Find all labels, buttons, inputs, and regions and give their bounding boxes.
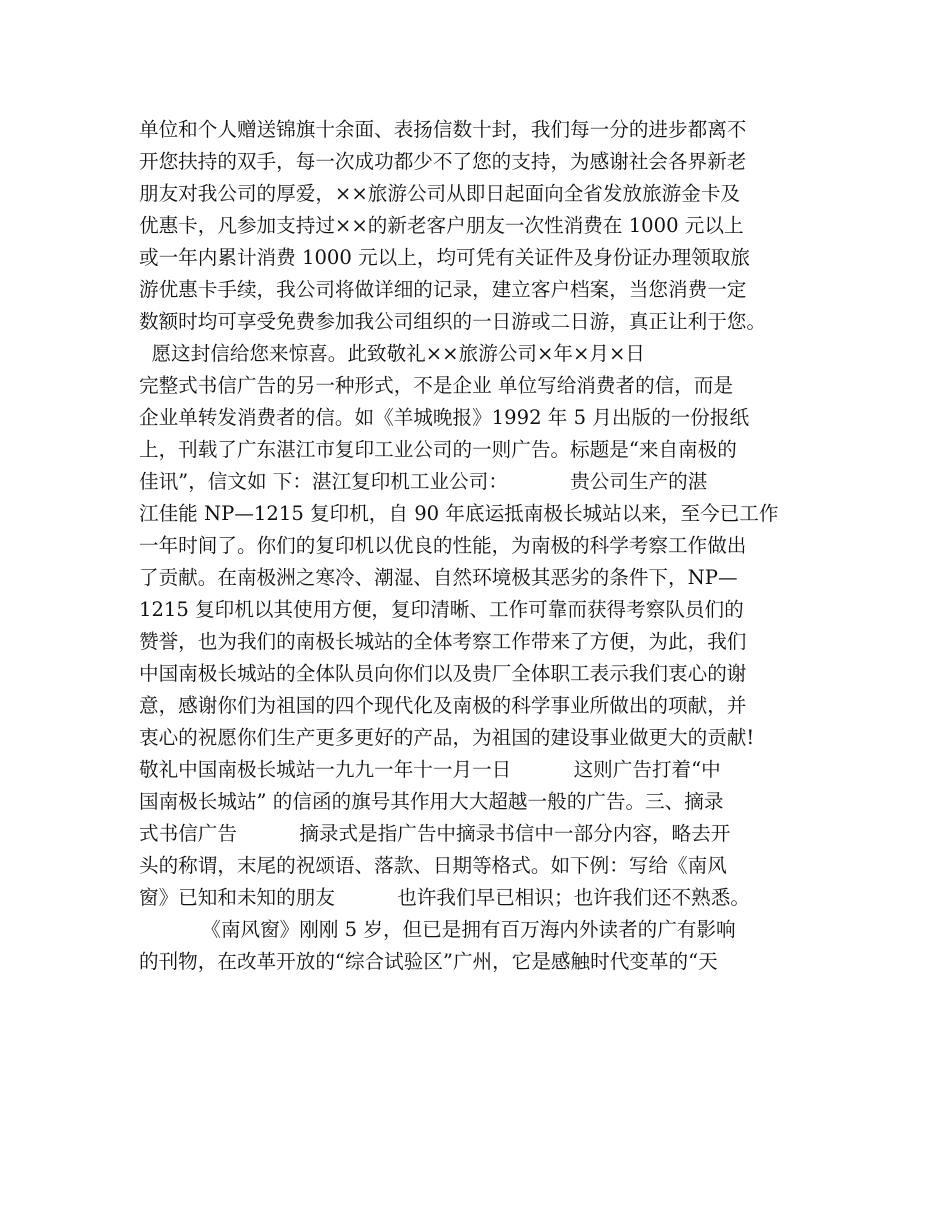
text-line: 完整式书信广告的另一种形式，不是企业 单位写给消费者的信，而是 [139,374,734,397]
text-line: 愿这封信给您来惊喜。此致敬礼××旅游公司×年×月×日 [139,342,646,365]
text-line: 1215 复印机以其使用方便，复印清晰、工作可靠而获得考察队员们的 [139,598,744,621]
text-line: 国南极长城站” 的信函的旗号其作用大大超越一般的广告。三、摘录 [139,790,724,813]
text-line: 佳讯”，信文如 下：湛江复印机工业公司： 贵公司生产的湛 [139,470,708,493]
text-line: 式书信广告 摘录式是指广告中摘录书信中一部分内容，略去开 [139,822,731,845]
text-line: 朋友对我公司的厚爱，××旅游公司从即日起面向全省发放旅游金卡及 [139,182,741,205]
text-line: 衷心的祝愿你们生产更多更好的产品，为祖国的建设事业做更大的贡献! [139,726,755,749]
text-line: 敬礼中国南极长城站一九九一年十一月一日 这则广告打着“中 [139,758,721,781]
text-line: 窗》已知和未知的朋友 也许我们早已相识；也许我们还不熟悉。 [139,886,750,909]
text-line: 企业单转发消费者的信。如《羊城晚报》1992 年 5 月出版的一份报纸 [139,406,750,429]
text-line: 开您扶持的双手，每一次成功都少不了您的支持，为感谢社会各界新老 [139,150,747,173]
text-line: 《南风窗》刚刚 5 岁，但已是拥有百万海内外读者的广有影响 [139,918,736,941]
body-text [139,114,829,978]
text-line: 头的称谓，末尾的祝颂语、落款、日期等格式。如下例：写给《南风 [139,854,727,877]
text-line: 一年时间了。你们的复印机以优良的性能，为南极的科学考察工作做出 [139,534,747,557]
text-line: 数额时均可享受免费参加我公司组织的一日游或二日游，真正让利于您。 [139,310,766,333]
text-line: 中国南极长城站的全体队员向你们以及贵厂全体职工表示我们衷心的谢 [139,662,747,685]
text-line: 的刊物，在改革开放的“综合试验区”广州，它是感触时代变革的“天 [139,950,718,973]
text-line: 游优惠卡手续，我公司将做详细的记录，建立客户档案，当您消费一定 [139,278,747,301]
text-line: 意，感谢你们为祖国的四个现代化及南极的科学事业所做出的项献，并 [139,694,747,717]
text-line: 江佳能 NP—1215 复印机，自 90 年底运抵南极长城站以来，至今已工作 [139,502,779,525]
text-line: 赞誉，也为我们的南极长城站的全体考察工作带来了方便，为此，我们 [139,630,747,653]
text-line: 或一年内累计消费 1000 元以上，均可凭有关证件及身份证办理领取旅 [139,246,750,269]
text-line: 单位和个人赠送锦旗十余面、表扬信数十封，我们每一分的进步都离不 [139,118,747,141]
text-line: 上，刊载了广东湛江市复印工业公司的一则广告。标题是“来自南极的 [139,438,737,461]
text-line: 了贡献。在南极洲之寒冷、潮湿、自然环境极其恶劣的条件下，NP— [139,566,738,589]
text-line: 优惠卡，凡参加支持过××的新老客户朋友一次性消费在 1000 元以上 [139,214,744,237]
